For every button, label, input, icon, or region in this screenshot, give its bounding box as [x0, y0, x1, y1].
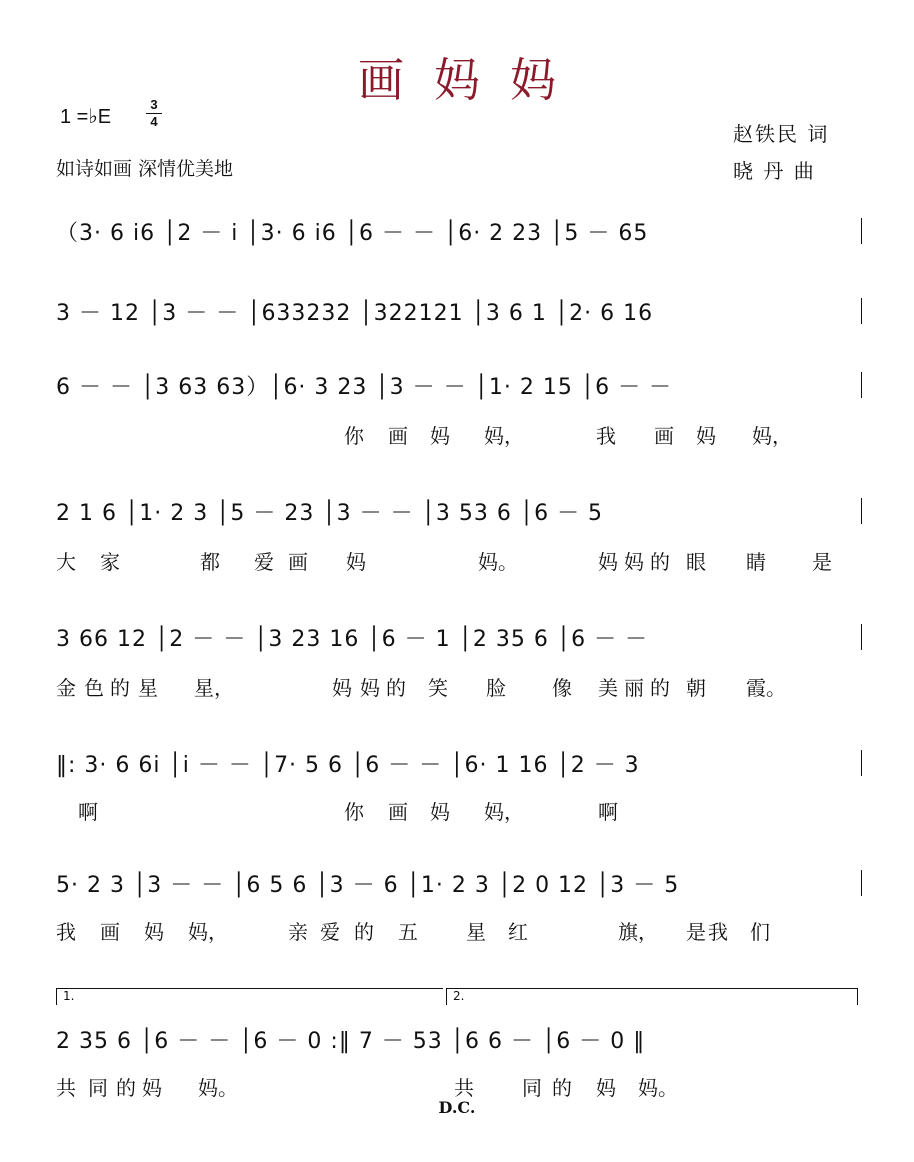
- meter-bottom: 4: [150, 114, 158, 129]
- lyric-syllable: 家: [100, 550, 120, 574]
- time-signature: [146, 98, 162, 129]
- lyric-line-4: [56, 546, 862, 576]
- lyric-syllable: 妈: [624, 550, 644, 574]
- music-line-4: [56, 496, 862, 536]
- lyric-syllable: 旗，: [618, 920, 658, 944]
- lyric-syllable: 星: [466, 920, 486, 944]
- lyricist-credit: 赵铁民 词: [733, 122, 830, 146]
- lyric-syllable: 星，: [194, 676, 234, 700]
- notation-line: 6 － － │3 63 63）│6· 3 23 │3 － － │1· 2 15 │6 － －: [56, 375, 673, 400]
- music-line-3: [56, 370, 862, 410]
- lyric-syllable: 笑: [428, 676, 448, 700]
- music-line-5: [56, 622, 862, 662]
- lyric-syllable: 我: [708, 920, 728, 944]
- lyric-syllable: 画: [388, 800, 408, 824]
- barline: [861, 750, 862, 776]
- lyric-syllable: 画: [288, 550, 308, 574]
- barline: [861, 298, 862, 324]
- lyric-syllable: 画: [654, 424, 674, 448]
- lyric-syllable: 我: [596, 424, 616, 448]
- lyric-syllable: 爱: [254, 550, 274, 574]
- lyric-syllable: 爱: [320, 920, 340, 944]
- lyric-syllable: 画: [100, 920, 120, 944]
- lyric-syllable: 你: [344, 800, 364, 824]
- lyric-syllable: 妈: [360, 676, 380, 700]
- lyric-syllable: 脸: [486, 676, 506, 700]
- barline: [861, 498, 862, 524]
- lyric-syllable: 啊: [78, 800, 98, 824]
- lyric-syllable: 丽: [624, 676, 644, 700]
- lyric-syllable: 的: [552, 1076, 572, 1100]
- lyric-syllable: 你: [344, 424, 364, 448]
- lyric-syllable: 眼: [686, 550, 706, 574]
- lyric-syllable: 我: [56, 920, 76, 944]
- lyric-syllable: 妈，: [484, 424, 524, 448]
- lyric-syllable: 同: [88, 1076, 108, 1100]
- lyric-syllable: 妈，: [188, 920, 228, 944]
- lyric-syllable: 妈: [332, 676, 352, 700]
- notation-line: 3 － 12 │3 － － │633232 │322121 │3 6 1 │2· 6 16: [56, 301, 654, 326]
- lyric-line-7: [56, 916, 862, 946]
- lyric-syllable: 妈: [596, 1076, 616, 1100]
- lyric-syllable: 像: [552, 676, 572, 700]
- notation-line: （3· 6 i6 │2 － i │3· 6 i6 │6 － － │6· 2 23 │5 － 65: [56, 221, 649, 246]
- lyric-syllable: 们: [750, 920, 770, 944]
- lyric-syllable: 大: [56, 550, 76, 574]
- lyric-syllable: 妈: [696, 424, 716, 448]
- lyric-syllable: 啊: [598, 800, 618, 824]
- barline: [861, 218, 862, 244]
- tempo-marking: 如诗如画 深情优美地: [56, 158, 234, 180]
- lyric-syllable: 妈，: [484, 800, 524, 824]
- music-line-7: [56, 868, 862, 908]
- second-ending-bracket: [446, 988, 858, 1005]
- lyric-syllable: 美: [598, 676, 618, 700]
- lyric-syllable: 金: [56, 676, 76, 700]
- music-line-8: [56, 1024, 862, 1064]
- lyric-syllable: 共: [454, 1076, 474, 1100]
- lyric-syllable: 的: [650, 550, 670, 574]
- lyric-syllable: 同: [522, 1076, 542, 1100]
- barline: [861, 624, 862, 650]
- notation-line: 5· 2 3 │3 － － │6 5 6 │3 － 6 │1· 2 3 │2 0 12 │3 － 5: [56, 873, 680, 898]
- lyric-syllable: 都: [200, 550, 220, 574]
- da-capo-marking: D.C.: [438, 1098, 476, 1117]
- lyric-syllable: 霞。: [746, 676, 786, 700]
- second-ending-label: 2.: [453, 989, 465, 1003]
- lyric-syllable: 共: [56, 1076, 76, 1100]
- lyric-syllable: 妈: [598, 550, 618, 574]
- lyric-syllable: 妈: [430, 424, 450, 448]
- lyric-syllable: 睛: [746, 550, 766, 574]
- first-ending-bracket: [56, 988, 443, 1005]
- lyric-syllable: 画: [388, 424, 408, 448]
- lyric-syllable: 是: [812, 550, 832, 574]
- lyric-line-5: [56, 672, 862, 702]
- barline: [861, 372, 862, 398]
- key-signature: 1 =♭E: [60, 106, 112, 128]
- lyric-syllable: 红: [508, 920, 528, 944]
- music-line-2: [56, 296, 862, 336]
- music-line-6: [56, 748, 862, 788]
- barline: [861, 870, 862, 896]
- lyric-syllable: 朝: [686, 676, 706, 700]
- notation-line: 3 66 12 │2 － － │3 23 16 │6 － 1 │2 35 6 │6 － －: [56, 627, 649, 652]
- lyric-syllable: 妈。: [478, 550, 518, 574]
- lyric-line-3: [56, 420, 862, 450]
- notation-line: 2 35 6 │6 － － │6 － 0 :‖ 7 － 53 │6 6 － │6 － 0 ‖: [56, 1029, 646, 1054]
- lyric-syllable: 妈。: [198, 1076, 238, 1100]
- notation-line: ‖: 3· 6 6i │i － － │7· 5 6 │6 － － │6· 1 16 │2 － 3: [56, 753, 640, 778]
- lyric-syllable: 亲: [288, 920, 308, 944]
- lyric-syllable: 五: [398, 920, 418, 944]
- song-title: 画妈妈: [358, 53, 586, 107]
- lyric-syllable: 星: [138, 676, 158, 700]
- music-line-1: [56, 216, 862, 256]
- lyric-syllable: 的: [110, 676, 130, 700]
- first-ending-label: 1.: [63, 989, 75, 1003]
- lyric-syllable: 妈: [346, 550, 366, 574]
- meter-top: 3: [150, 97, 158, 112]
- notation-line: 2 1 6 │1· 2 3 │5 － 23 │3 － － │3 53 6 │6 － 5: [56, 501, 604, 526]
- lyric-syllable: 妈: [142, 1076, 162, 1100]
- lyric-syllable: 色: [84, 676, 104, 700]
- lyric-syllable: 的: [386, 676, 406, 700]
- lyric-syllable: 妈: [430, 800, 450, 824]
- lyric-line-6: [56, 796, 862, 826]
- lyric-syllable: 的: [354, 920, 374, 944]
- lyric-syllable: 的: [650, 676, 670, 700]
- lyric-syllable: 的: [116, 1076, 136, 1100]
- lyric-syllable: 妈: [144, 920, 164, 944]
- composer-credit: 晓 丹 曲: [733, 159, 816, 183]
- lyric-syllable: 是: [686, 920, 706, 944]
- lyric-syllable: 妈，: [752, 424, 792, 448]
- lyric-syllable: 妈。: [638, 1076, 678, 1100]
